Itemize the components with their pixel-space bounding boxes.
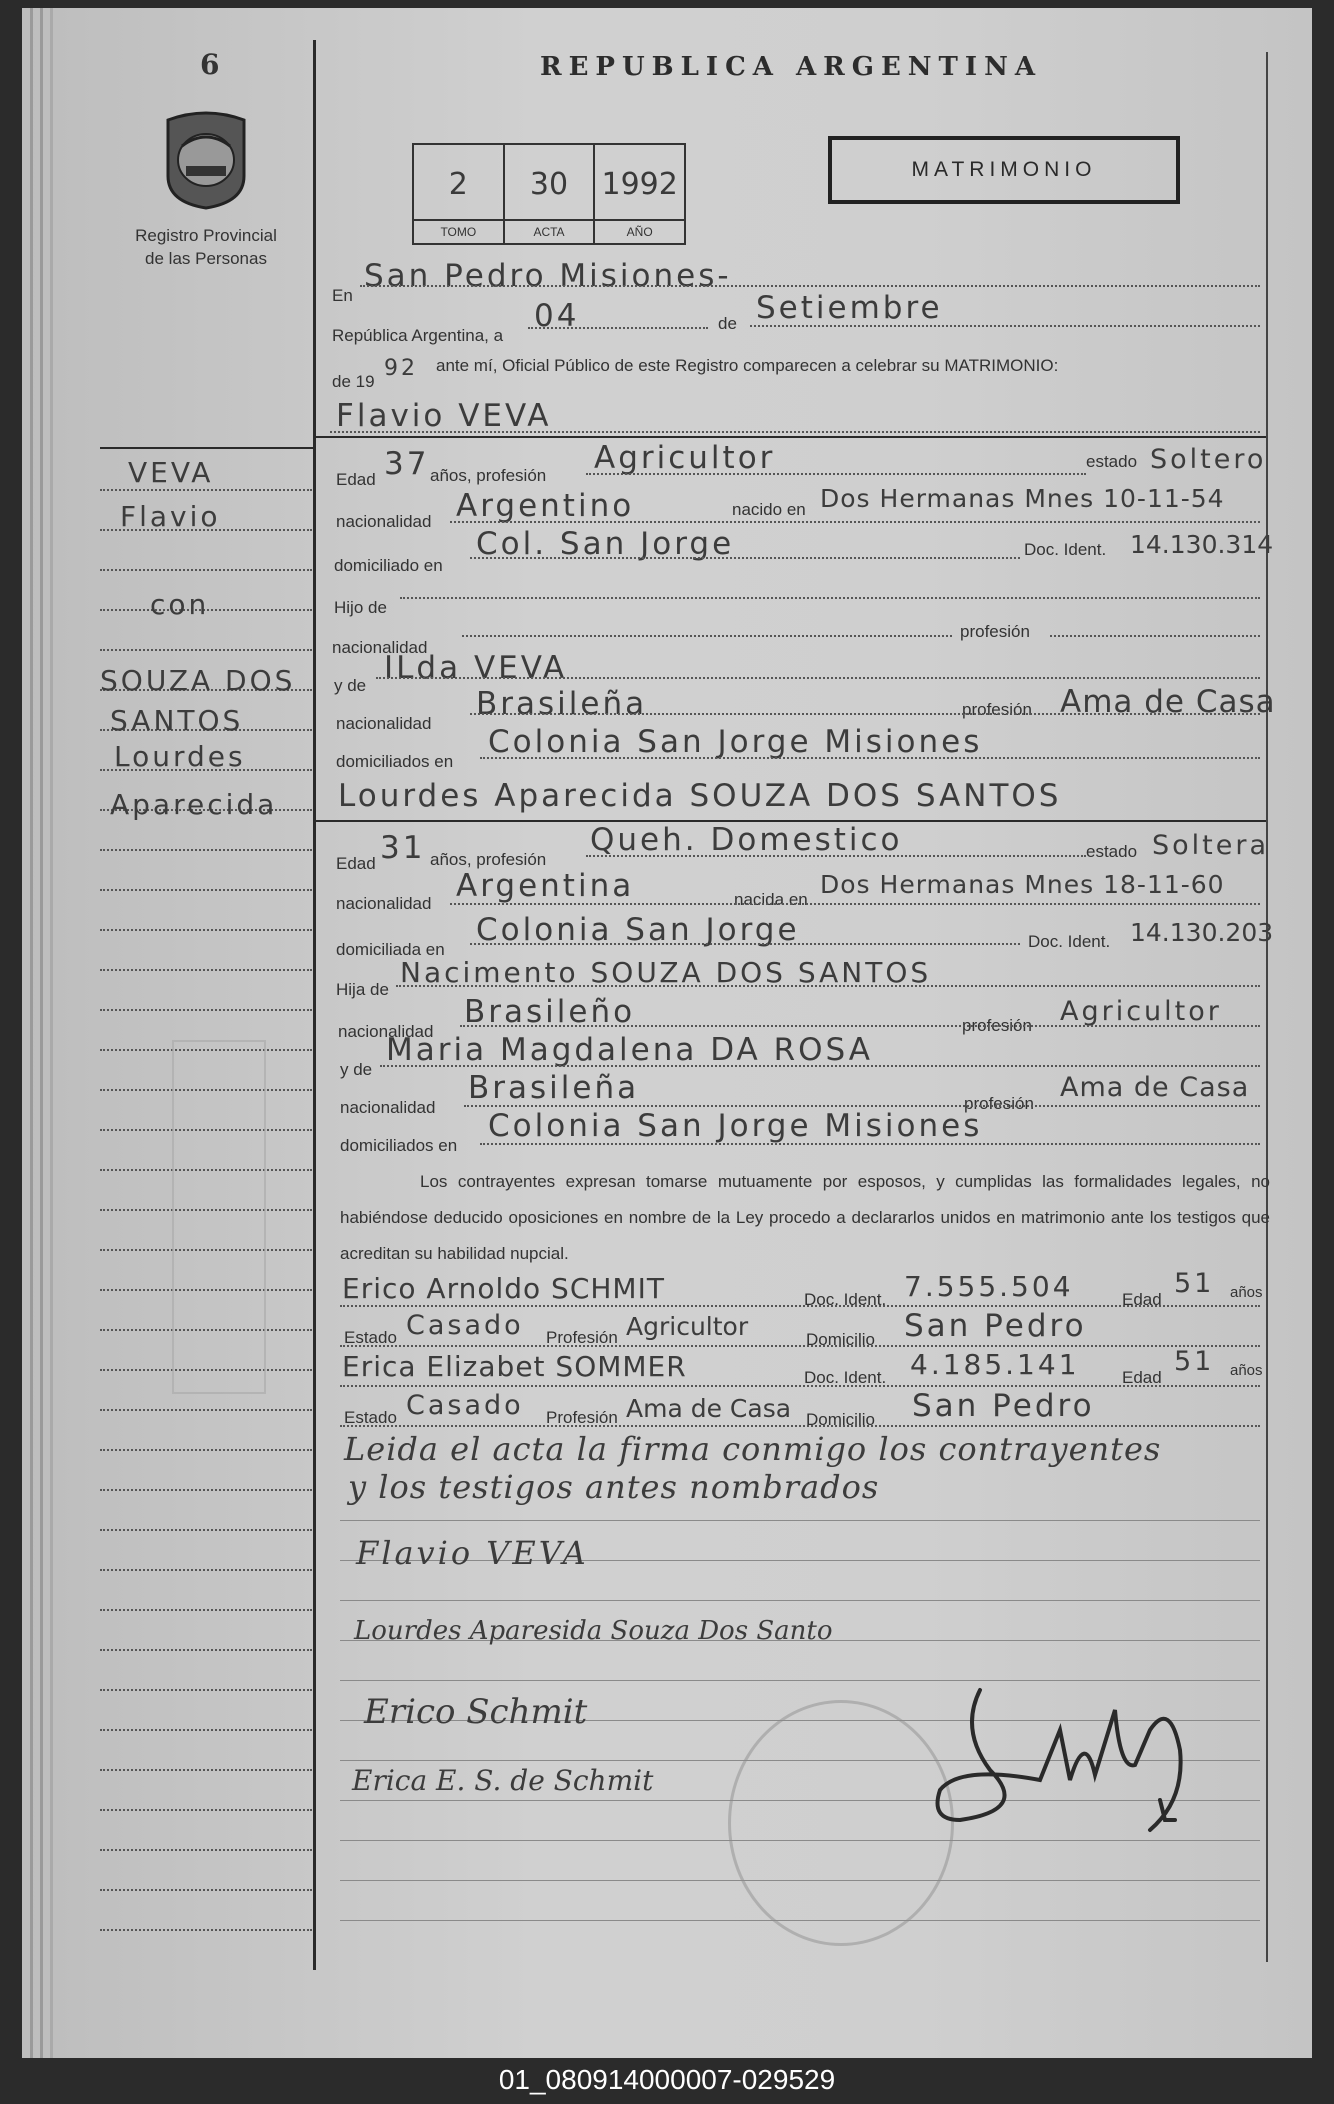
witness-1-profession: Agricultor <box>626 1312 749 1341</box>
tomo-cell <box>414 145 505 243</box>
declaration-text: Los contrayentes expresan tomarse mutuamente por esposos, y cumplidas las formalidades legales, no habiéndose deducido oposiciones en nombre de la Ley procedo a declararlos unidos en matrimonio ante los testigos que acreditan su habilidad nupcial. <box>340 1172 1270 1263</box>
anio-cell <box>595 145 684 243</box>
bride-mother-nationality: Brasileña <box>468 1070 640 1106</box>
label-domicilio: Domicilio <box>806 1410 875 1429</box>
closing-line-1: Leida el acta la firma conmigo los contrayentes <box>344 1430 1162 1468</box>
margin-surname: VEVA <box>128 456 214 489</box>
witness-2-profession: Ama de Casa <box>626 1394 792 1423</box>
column-divider <box>313 40 316 1970</box>
signature-bride: Lourdes Aparesida Souza Dos Santo <box>354 1616 833 1646</box>
groom-profession: Agricultor <box>594 440 776 476</box>
label-profesion: Profesión <box>546 1328 618 1347</box>
groom-status: Soltero <box>1150 444 1267 475</box>
label-edad: Edad <box>1122 1290 1162 1309</box>
label-anios: años <box>1230 1284 1263 1301</box>
acta-label: ACTA <box>505 219 594 243</box>
bride-address: Colonia San Jorge <box>476 912 800 948</box>
margin-bride-surname: SOUZA DOS <box>100 664 296 697</box>
dotted-line <box>376 676 1260 679</box>
dotted-line <box>750 324 1260 327</box>
bride-profession: Queh. Domestico <box>590 822 903 858</box>
record-box <box>412 143 686 245</box>
groom-mother: ILda VEVA <box>384 650 568 686</box>
ruled-line <box>340 1600 1260 1601</box>
margin-dotted-line <box>100 968 312 971</box>
dotted-line <box>586 854 1086 857</box>
registry-line: Registro Provincial <box>135 226 277 245</box>
witness-2-name: Erica Elizabet SOMMER <box>342 1350 687 1383</box>
dotted-line <box>450 902 1260 905</box>
label-doc-ident: Doc. Ident. <box>804 1368 887 1387</box>
dotted-line <box>400 596 1260 599</box>
margin-firstname: Flavio <box>120 500 221 533</box>
dotted-line <box>586 472 1086 475</box>
provincial-seal-icon <box>160 106 252 210</box>
groom-mother-profession: Ama de Casa <box>1060 684 1276 720</box>
dotted-line <box>470 942 1020 945</box>
groom-mother-nationality: Brasileña <box>476 686 648 722</box>
dotted-line <box>480 1142 1260 1145</box>
label-ante: ante mí, Oficial Público de este Registro comparecen a celebrar su MATRIMONIO: <box>436 356 1059 375</box>
label-nacido-en: nacido en <box>732 500 806 519</box>
groom-address: Col. San Jorge <box>476 526 735 562</box>
doc-type-box: MATRIMONIO <box>828 136 1180 204</box>
margin-dotted-line <box>100 1848 312 1851</box>
margin-dotted-line <box>100 1808 312 1811</box>
label-nacionalidad: nacionalidad <box>336 512 432 531</box>
margin-separator <box>100 447 314 449</box>
signature-witness-1: Erico Schmit <box>364 1692 588 1732</box>
page-number: 6 <box>200 48 220 81</box>
label-nacionalidad: nacionalidad <box>336 714 432 733</box>
label-domicilio: Domicilio <box>806 1330 875 1349</box>
label-estado: estado <box>1086 452 1138 471</box>
margin-dotted-line <box>100 568 312 571</box>
label-edad: Edad <box>1122 1368 1162 1387</box>
acta-cell <box>505 145 596 243</box>
label-nacida-en: nacida en <box>734 890 808 909</box>
page-title: REPUBLICA ARGENTINA <box>540 52 1043 82</box>
bride-nationality: Argentina <box>456 868 635 904</box>
act-day: 04 <box>534 298 580 334</box>
margin-dotted-line <box>100 1408 312 1411</box>
dotted-line <box>528 326 708 329</box>
closing-line-2: y los testigos antes nombrados <box>348 1468 880 1506</box>
page-edge <box>30 8 33 2058</box>
label-y-de: y de <box>340 1060 373 1079</box>
anio-label: AÑO <box>595 219 684 243</box>
dotted-line <box>470 556 1020 559</box>
dotted-line <box>340 1424 1260 1427</box>
bride-father-nationality: Brasileño <box>464 994 636 1030</box>
bride-father: Nacimento SOUZA DOS SANTOS <box>400 956 932 989</box>
margin-dotted-line <box>100 648 312 651</box>
witness-1-doc: 7.555.504 <box>904 1270 1074 1303</box>
dotted-line <box>330 430 1260 433</box>
label-profesion: profesión <box>962 1016 1032 1035</box>
tomo-label: TOMO <box>414 219 503 243</box>
label-en: En <box>332 286 353 305</box>
label-de: de <box>718 314 737 333</box>
label-nacionalidad: nacionalidad <box>338 1022 434 1041</box>
dotted-line <box>460 1024 1260 1027</box>
acta-value: 30 <box>529 167 569 202</box>
signature-groom: Flavio VEVA <box>356 1534 589 1572</box>
right-border <box>1266 52 1268 1962</box>
officer-signature-icon <box>920 1670 1200 1850</box>
margin-con: con <box>150 588 210 621</box>
label-estado: Estado <box>344 1408 397 1427</box>
groom-parents-address: Colonia San Jorge Misiones <box>488 724 983 760</box>
bride-parents-address: Colonia San Jorge Misiones <box>488 1108 983 1144</box>
label-hijo-de: Hijo de <box>334 598 387 617</box>
groom-nationality: Argentino <box>456 488 635 524</box>
witness-1-age: 51 <box>1174 1268 1215 1299</box>
ruled-line <box>340 1520 1260 1521</box>
label-profesion: profesión <box>964 1094 1034 1113</box>
witness-2-age: 51 <box>1174 1346 1215 1377</box>
label-year-prefix: de 19 <box>332 372 375 391</box>
label-nacionalidad: nacionalidad <box>336 894 432 913</box>
label-profesion: profesión <box>962 700 1032 719</box>
section-rule <box>316 436 1266 438</box>
label-domiciliada-en: domiciliada en <box>336 940 445 959</box>
act-year: 92 <box>384 356 418 381</box>
signature-witness-2: Erica E. S. de Schmit <box>352 1764 654 1797</box>
label-doc-ident: Doc. Ident. <box>804 1290 887 1309</box>
bride-age: 31 <box>380 830 426 866</box>
dotted-line <box>340 1384 1260 1387</box>
margin-dotted-line <box>100 1008 312 1011</box>
label-domiciliado-en: domiciliado en <box>334 556 443 575</box>
act-place: San Pedro Misiones- <box>364 258 732 294</box>
bride-born: Dos Hermanas Mnes 18-11-60 <box>820 870 1225 899</box>
groom-doc: 14.130.314 <box>1130 530 1274 559</box>
dotted-line <box>380 1064 1260 1067</box>
bride-mother: Maria Magdalena DA ROSA <box>386 1032 874 1068</box>
faint-stamp <box>172 1040 266 1394</box>
label-nacionalidad: nacionalidad <box>340 1098 436 1117</box>
dotted-line <box>464 1104 1260 1107</box>
label-edad: Edad <box>336 470 376 489</box>
bride-doc: 14.130.203 <box>1130 918 1274 947</box>
margin-dotted-line <box>100 1768 312 1771</box>
margin-dotted-line <box>100 1448 312 1451</box>
witness-2-doc: 4.185.141 <box>910 1348 1080 1381</box>
bride-status: Soltera <box>1152 830 1270 861</box>
bride-name: Lourdes Aparecida SOUZA DOS SANTOS <box>338 778 1062 814</box>
label-domiciliados-en: domiciliados en <box>340 1136 458 1155</box>
margin-dotted-line <box>100 1728 312 1731</box>
label-estado: estado <box>1086 842 1138 861</box>
label-nacionalidad: nacionalidad <box>332 638 428 657</box>
registry-line: de las Personas <box>145 249 267 268</box>
label-anios: años <box>1230 1362 1263 1379</box>
label-republica: República Argentina, a <box>332 326 504 345</box>
margin-bride-middle: Aparecida <box>110 788 278 821</box>
label-doc-ident: Doc. Ident. <box>1024 540 1107 559</box>
witness-1-status: Casado <box>406 1310 524 1341</box>
label-profesion: profesión <box>960 622 1030 641</box>
label-hija-de: Hija de <box>336 980 389 999</box>
groom-name: Flavio VEVA <box>336 398 552 434</box>
margin-dotted-line <box>100 1608 312 1611</box>
dotted-line <box>450 520 1260 523</box>
margin-dotted-line <box>100 848 312 851</box>
margin-dotted-line <box>100 1568 312 1571</box>
dotted-line <box>1050 634 1260 637</box>
label-profesion: Profesión <box>546 1408 618 1427</box>
act-month: Setiembre <box>756 290 943 326</box>
margin-bride-first: Lourdes <box>114 740 246 773</box>
page-edge <box>40 8 43 2058</box>
margin-dotted-line <box>100 928 312 931</box>
witness-1-address: San Pedro <box>904 1308 1087 1344</box>
witness-2-status: Casado <box>406 1390 524 1421</box>
dotted-line <box>340 1344 1260 1347</box>
dotted-line <box>396 984 1260 987</box>
label-edad: Edad <box>336 854 376 873</box>
label-estado: Estado <box>344 1328 397 1347</box>
page-edge <box>50 8 53 2058</box>
margin-bride-surname2: SANTOS <box>110 704 244 737</box>
ruled-line <box>340 1880 1260 1881</box>
groom-born: Dos Hermanas Mnes 10-11-54 <box>820 484 1225 513</box>
dotted-line <box>470 712 1260 715</box>
margin-dotted-line <box>100 1888 312 1891</box>
dotted-line <box>360 284 1260 287</box>
bride-father-profession: Agricultor <box>1060 996 1222 1027</box>
label-domiciliados-en: domiciliados en <box>336 752 454 771</box>
label-doc-ident: Doc. Ident. <box>1028 932 1111 951</box>
label-y-de: y de <box>334 676 367 695</box>
margin-dotted-line <box>100 1648 312 1651</box>
groom-age: 37 <box>384 446 430 482</box>
registry-label <box>120 224 292 270</box>
anio-value: 1992 <box>601 167 678 202</box>
label-anios-profesion: años, profesión <box>430 466 547 485</box>
witness-1-name: Erico Arnoldo SCHMIT <box>342 1272 665 1305</box>
margin-dotted-line <box>100 1528 312 1531</box>
tomo-value: 2 <box>448 167 468 202</box>
margin-dotted-line <box>100 1688 312 1691</box>
bride-mother-profession: Ama de Casa <box>1060 1072 1250 1103</box>
margin-dotted-line <box>100 888 312 891</box>
footer-id: 01_080914000007-029529 <box>498 2064 836 2095</box>
dotted-line <box>340 1304 1260 1307</box>
witness-2-address: San Pedro <box>912 1388 1095 1424</box>
margin-dotted-line <box>100 1488 312 1491</box>
dotted-line <box>462 634 952 637</box>
margin-dotted-line <box>100 1928 312 1931</box>
dotted-line <box>480 756 1260 759</box>
ruled-line <box>340 1920 1260 1921</box>
label-anios-profesion: años, profesión <box>430 850 547 869</box>
